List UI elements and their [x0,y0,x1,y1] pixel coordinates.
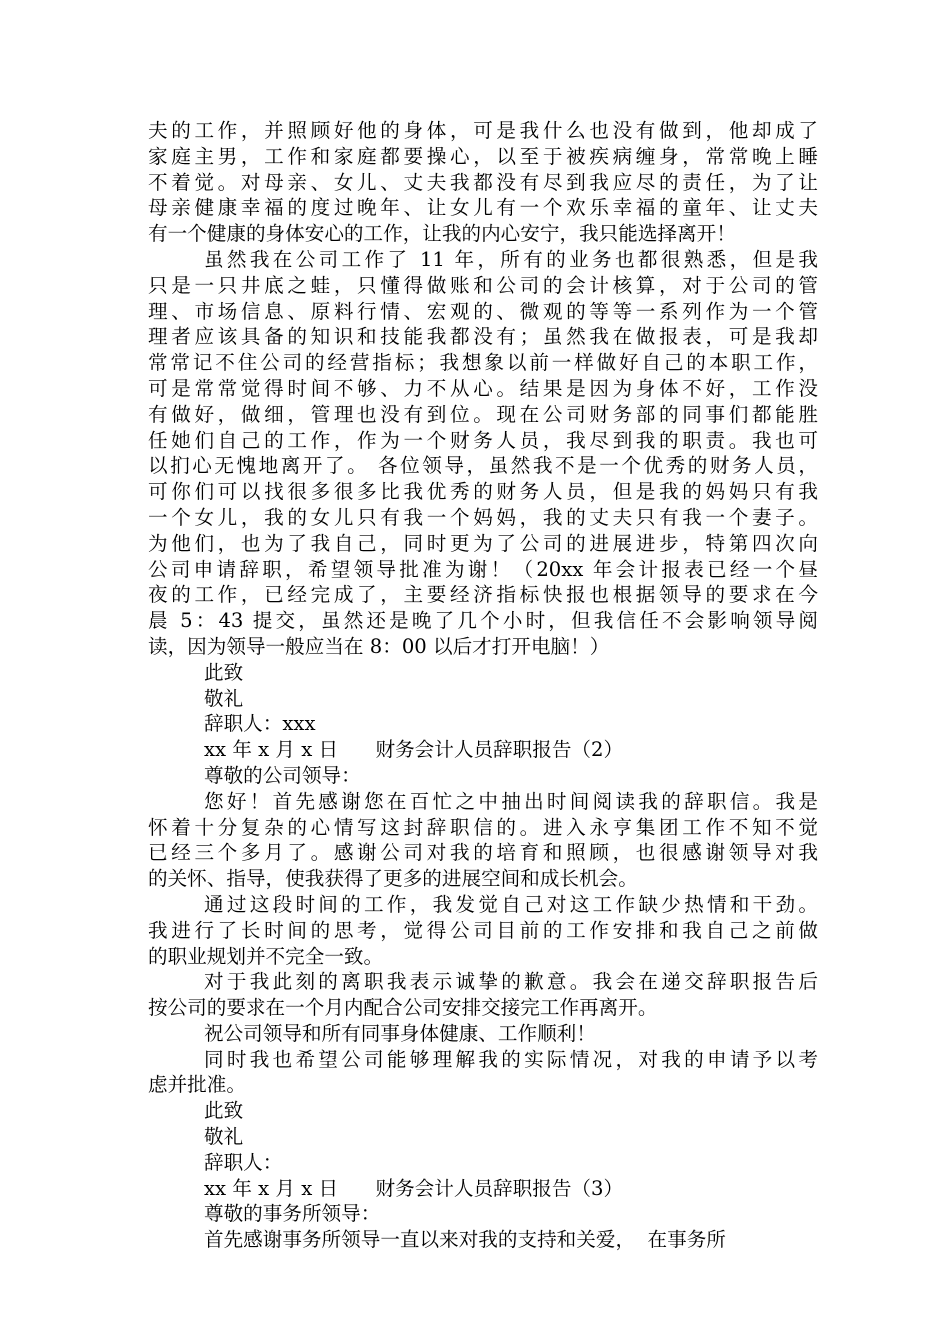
text-line: 理、市场信息、原料行情、宏观的、微观的等等一系列作为一个管 [148,299,818,323]
date-and-title: xx 年 x 月 x 日 财务会计人员辞职报告（2） [204,738,624,762]
paragraph-work [148,247,818,660]
paragraph-family [148,118,818,247]
text-line: 怀着十分复杂的心情写这封辞职信的。进入永亨集团工作不知不觉 [148,815,818,839]
text-line: 任她们自己的工作，作为一个财务人员，我尽到我的职责。我也可 [148,428,818,452]
text-line: 首先感谢事务所领导一直以来对我的支持和关爱， 在事务所 [204,1228,726,1252]
text-line: 虑并批准。 [148,1073,246,1097]
salutation: 此致 [204,660,244,684]
text-line: 为他们，也为了我自己，同时更为了公司的进展进步，特第四次向 [148,531,818,555]
text-line: 虽然我在公司工作了 11 年，所有的业务也都很熟悉，但是我 [204,247,818,271]
text-line: 我进行了长时间的思考，觉得公司目前的工作安排和我自己之前做 [148,918,818,942]
text-line: 有一个健康的身体安心的工作，让我的内心安宁，我只能选择离开！ [148,222,736,246]
text-line: 一个女儿，我的女儿只有我一个妈妈，我的丈夫只有我一个妻子。 [148,505,818,529]
text-line: 对于我此刻的离职我表示诚挚的歉意。我会在递交辞职报告后 [204,970,818,994]
text-line: 可是常常觉得时间不够、力不从心。结果是因为身体不好，工作没 [148,376,818,400]
text-line: 读，因为领导一般应当在 8：00 以后才打开电脑！） [148,634,610,658]
closing-block-1 [148,660,818,763]
signer: 辞职人：xxx [204,712,316,736]
text-line: 有做好，做细，管理也没有到位。现在公司财务部的同事们都能胜 [148,402,818,426]
date-and-title: xx 年 x 月 x 日 财务会计人员辞职报告（3） [204,1176,624,1200]
text-line: 晨 5：43 提交，虽然还是晚了几个小时，但我信任不会影响领导阅 [148,609,818,633]
regards: 敬礼 [204,1125,244,1149]
regards: 敬礼 [204,686,244,710]
text-line: 您好！首先感谢您在百忙之中抽出时间阅读我的辞职信。我是 [204,789,818,813]
text-line: 以扪心无愧地离开了。 各位领导，虽然我不是一个优秀的财务人员， [148,454,818,478]
document-page [148,118,818,1253]
text-line: 按公司的要求在一个月内配合公司安排交接完工作再离开。 [148,996,658,1020]
text-line: 母亲健康幸福的度过晚年、让女儿有一个欢乐幸福的童年、让丈夫 [148,196,818,220]
text-line: 通过这段时间的工作，我发觉自己对这工作缺少热情和干劲。 [204,892,818,916]
letter-3 [148,1201,818,1253]
salutation: 此致 [204,1099,244,1123]
text-line: 常常记不住公司的经营指标；我想象以前一样做好自己的本职工作， [148,351,818,375]
text-line: 的职业规划并不完全一致。 [148,944,384,968]
text-line: 只是一只井底之蛙，只懂得做账和公司的会计核算，对于公司的管 [148,273,818,297]
text-line: 公司申请辞职，希望领导批准为谢！（20xx 年会计报表已经一个昼 [148,557,818,581]
text-line: 祝公司领导和所有同事身体健康、工作顺利！ [204,1021,596,1045]
text-line: 夫的工作，并照顾好他的身体，可是我什么也没有做到，他却成了 [148,119,818,142]
greeting: 尊敬的公司领导： [204,763,361,787]
text-line: 的关怀、指导，使我获得了更多的进展空间和成长机会。 [148,867,638,891]
text-line: 已经三个多月了。感谢公司对我的培育和照顾，也很感谢领导对我 [148,841,818,865]
text-line: 理者应该具备的知识和技能我都没有；虽然我在做报表，可是我却 [148,325,818,349]
signer: 辞职人： [204,1150,283,1174]
text-line: 家庭主男，工作和家庭都要操心，以至于被疾病缠身，常常晚上睡 [148,144,818,168]
text-line: 不着觉。对母亲、女儿、丈夫我都没有尽到我应尽的责任，为了让 [148,170,818,194]
text-line: 同时我也希望公司能够理解我的实际情况，对我的申请予以考 [204,1047,818,1071]
text-line: 可你们可以找很多很多比我优秀的财务人员，但是我的妈妈只有我 [148,480,818,504]
text-line: 夜的工作，已经完成了，主要经济指标快报也根据领导的要求在今 [148,583,818,607]
letter-2 [148,763,818,1202]
greeting: 尊敬的事务所领导： [204,1202,381,1226]
